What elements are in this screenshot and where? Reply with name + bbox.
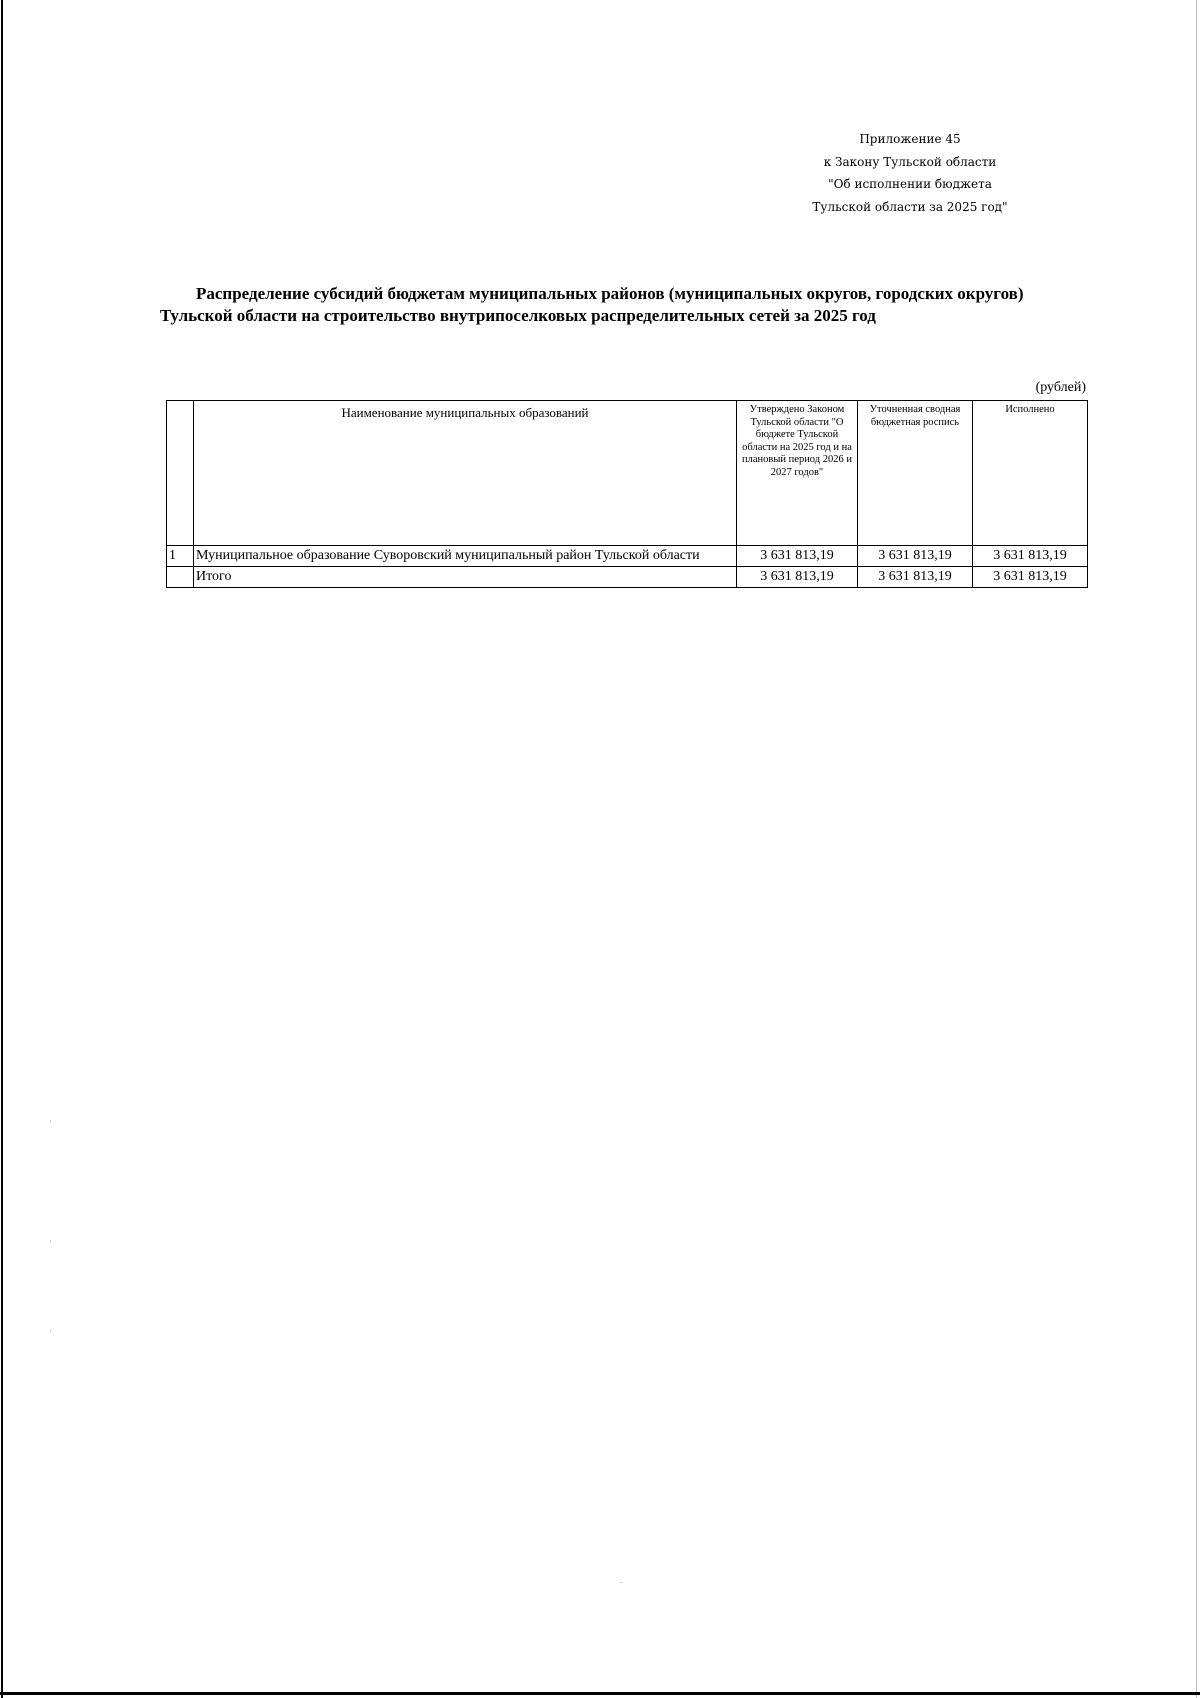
header-refined: Уточненная сводная бюджетная роспись: [858, 401, 973, 546]
total-row: [167, 567, 1088, 588]
title-line-1: Распределение субсидий бюджетам муниципальных районов (муниципальных округов, городских округов): [196, 284, 1024, 303]
row-executed: 3 631 813,19: [973, 546, 1088, 567]
units-label: (рублей): [1035, 380, 1086, 395]
appendix-line: Тульской области за 2025 год": [812, 199, 1008, 214]
scan-speck: [50, 1240, 51, 1242]
document-title: [160, 283, 1080, 327]
row-name: Муниципальное образование Суворовский муниципальный район Тульской области: [194, 546, 737, 567]
total-executed: 3 631 813,19: [973, 567, 1088, 588]
total-name: Итого: [194, 567, 737, 588]
subsidy-table: [166, 400, 1088, 588]
header-name: Наименование муниципальных образований: [194, 401, 737, 546]
scan-edge-bottom: [0, 1692, 1200, 1695]
scan-speck: [620, 1582, 622, 1583]
row-refined: 3 631 813,19: [858, 546, 973, 567]
header-approved: Утверждено Законом Тульской области "О бюджете Тульской области на 2025 год и на плановый период 2026 и 2027 годов": [737, 401, 858, 546]
appendix-line: к Закону Тульской области: [823, 154, 997, 169]
appendix-note: [790, 128, 1030, 218]
table-row: [167, 546, 1088, 567]
header-executed: Исполнено: [973, 401, 1088, 546]
row-approved: 3 631 813,19: [737, 546, 858, 567]
scan-edge-right: [1196, 0, 1197, 1698]
total-index: [167, 567, 194, 588]
title-line-2: Тульской области на строительство внутрипоселковых распределительных сетей за 2025 год: [160, 306, 876, 325]
table-header-row: [167, 401, 1088, 546]
header-index: [167, 401, 194, 546]
row-index: 1: [167, 546, 194, 567]
scan-edge-left: [1, 0, 3, 1698]
appendix-line: Приложение 45: [859, 132, 961, 146]
scan-speck: [50, 1120, 51, 1122]
appendix-line: "Об исполнении бюджета: [828, 177, 992, 191]
scan-speck: [50, 1330, 51, 1332]
total-refined: 3 631 813,19: [858, 567, 973, 588]
total-approved: 3 631 813,19: [737, 567, 858, 588]
